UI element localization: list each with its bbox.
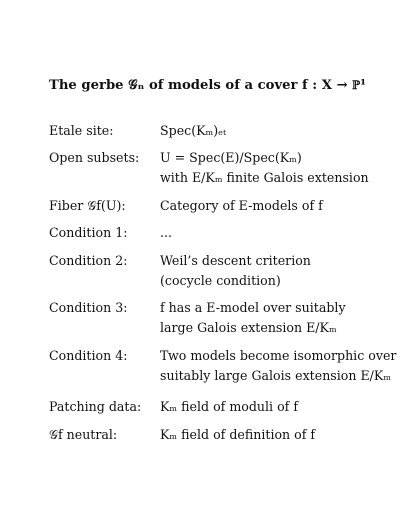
- row-label: Open subsets:: [49, 150, 140, 165]
- row-value: [160, 196, 396, 216]
- row-value: [160, 298, 396, 338]
- row-value: [160, 251, 396, 291]
- row-label: Fiber 𝒢f(U):: [49, 198, 126, 213]
- row-value-line: Weil’s descent criterion: [160, 253, 311, 268]
- row-label: Etale site:: [49, 123, 114, 138]
- row-value: [160, 223, 396, 243]
- row-value: [160, 346, 396, 386]
- row-value-line: Two models become isomorphic over: [160, 348, 397, 363]
- row-value-line: U = Spec(E)/Spec(Kₘ): [160, 150, 302, 165]
- row-value-line: suitably large Galois extension E/Kₘ: [160, 368, 392, 383]
- row-value: [160, 425, 396, 445]
- row-value-line: Kₘ field of definition of f: [160, 427, 316, 442]
- row-value-line: Spec(Kₘ)ₑₜ: [160, 123, 227, 138]
- row-value-line: ...: [160, 225, 173, 240]
- page-title: The gerbe 𝒢ₙ of models of a cover f : X → ℙ¹: [49, 78, 367, 93]
- row-label: Condition 1:: [49, 225, 128, 240]
- row-value-line: Kₘ field of moduli of f: [160, 399, 298, 414]
- row-value-line: (cocycle condition): [160, 273, 281, 288]
- row-value: [160, 121, 396, 141]
- row-value: [160, 397, 396, 417]
- row-label: Condition 2:: [49, 253, 128, 268]
- row-label: Condition 3:: [49, 300, 128, 315]
- row-label: 𝒢f neutral:: [49, 427, 118, 442]
- row-value-line: Category of E-models of f: [160, 198, 323, 213]
- row-value-line: with E/Kₘ finite Galois extension: [160, 170, 369, 185]
- row-value-line: large Galois extension E/Kₘ: [160, 320, 337, 335]
- row-value-line: f has a E-model over suitably: [160, 300, 346, 315]
- row-label: Condition 4:: [49, 348, 128, 363]
- row-label: Patching data:: [49, 399, 142, 414]
- row-value: [160, 148, 396, 188]
